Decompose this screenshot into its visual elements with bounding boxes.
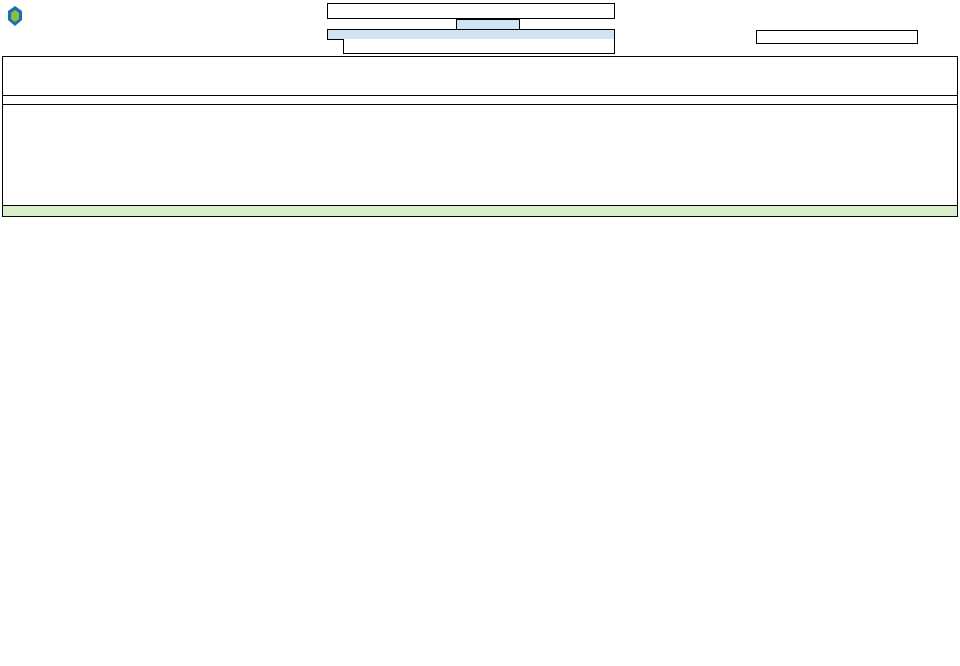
region-emblem-icon [6, 5, 24, 27]
region-logo [6, 2, 146, 36]
month-pending-title [343, 39, 615, 54]
form-title [327, 3, 615, 19]
table-header-row [2, 56, 958, 96]
column-number-row [2, 96, 958, 105]
year-box [756, 30, 918, 44]
data-grid [2, 105, 958, 208]
totals-row [2, 205, 958, 217]
